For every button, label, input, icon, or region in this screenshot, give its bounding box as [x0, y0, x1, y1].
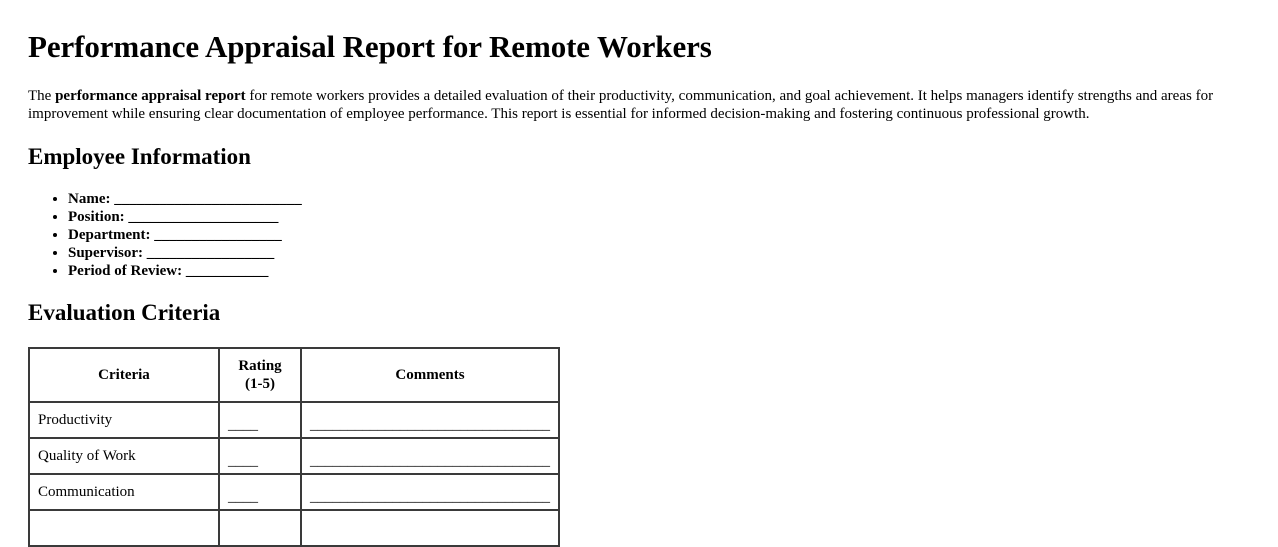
table-header-row: [29, 348, 559, 402]
intro-suffix: for remote workers provides a detailed evaluation of their productivity, communication, and goal achievement. It helps managers identify strengths and areas for improvement while ensuring clear documentation of employee performance. This report is essential for informed decision-making and fostering continuous professional growth.: [28, 88, 1214, 122]
criteria-cell: Communication: [29, 474, 219, 510]
criteria-cell: [29, 510, 219, 546]
table-row: [29, 510, 559, 546]
page-title: Performance Appraisal Report for Remote Workers: [28, 29, 712, 64]
comments-cell: [301, 438, 559, 474]
fill-in-blank: _________________: [146, 245, 275, 261]
comments-cell: [301, 402, 559, 438]
field-label: Department:: [68, 227, 151, 243]
rating-cell: [219, 510, 301, 546]
fill-in-blank: ___________: [185, 263, 269, 279]
intro-bold-term: performance appraisal report: [55, 88, 246, 104]
field-position: [68, 208, 1250, 226]
field-label: Supervisor:: [68, 245, 143, 261]
rating-cell: [219, 474, 301, 510]
column-header-rating: Rating (1-5): [219, 348, 301, 402]
criteria-cell: Quality of Work: [29, 438, 219, 474]
field-department: [68, 226, 1250, 244]
column-header-comments: Comments: [301, 348, 559, 402]
rating-blank: ____: [228, 453, 258, 469]
field-label: Period of Review:: [68, 263, 183, 279]
employee-info-list: [28, 190, 1250, 280]
table-row: [29, 402, 559, 438]
comments-blank: ________________________________: [310, 489, 550, 505]
field-period-of-review: [68, 262, 1250, 280]
rating-cell: [219, 402, 301, 438]
comments-blank: ________________________________: [310, 453, 550, 469]
intro-prefix: The: [28, 88, 56, 104]
employee-info-heading: Employee Information: [28, 144, 251, 169]
comments-cell: [301, 510, 559, 546]
field-label: Position:: [68, 209, 125, 225]
rating-blank: ____: [228, 489, 258, 505]
rating-blank: ____: [228, 417, 258, 433]
comments-cell: [301, 474, 559, 510]
rating-cell: [219, 438, 301, 474]
evaluation-table: [28, 347, 560, 547]
fill-in-blank: ____________________: [128, 209, 279, 225]
column-header-criteria: Criteria: [29, 348, 219, 402]
field-label: Name:: [68, 191, 111, 207]
fill-in-blank: _________________________: [114, 191, 302, 207]
fill-in-blank: _________________: [154, 227, 282, 243]
comments-blank: ________________________________: [310, 417, 550, 433]
field-name: [68, 190, 1250, 208]
table-row: [29, 438, 559, 474]
intro-paragraph: [28, 87, 1248, 123]
criteria-cell: Productivity: [29, 402, 219, 438]
field-supervisor: [68, 244, 1250, 262]
table-row: [29, 474, 559, 510]
evaluation-criteria-heading: Evaluation Criteria: [28, 300, 221, 325]
